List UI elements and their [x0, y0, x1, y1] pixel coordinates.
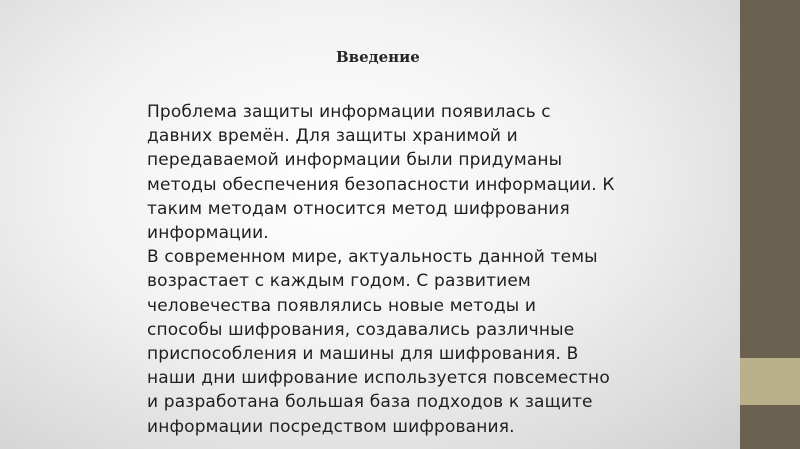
paragraph-intro: Проблема защиты информации появилась с давних времён. Для защиты хранимой и передаваемой информации были придуманы методы обеспечения безопасности информации. К таким методам относится метод шифрования информации.	[147, 102, 615, 244]
slide-title: Введение	[336, 48, 420, 66]
sidebar-accent-block	[740, 358, 800, 405]
slide-body	[147, 100, 617, 439]
paragraph-relevance: В современном мире, актуальность данной темы возрастает с каждым годом. С развитием человечества появлялись новые методы и способы шифрования, создавались различные приспособления и машины для шифрования. В наши дни шифрование используется повсеместно и разработана большая база подходов к защите информации посредством шифрования.	[147, 247, 610, 437]
decorative-sidebar	[740, 0, 800, 449]
